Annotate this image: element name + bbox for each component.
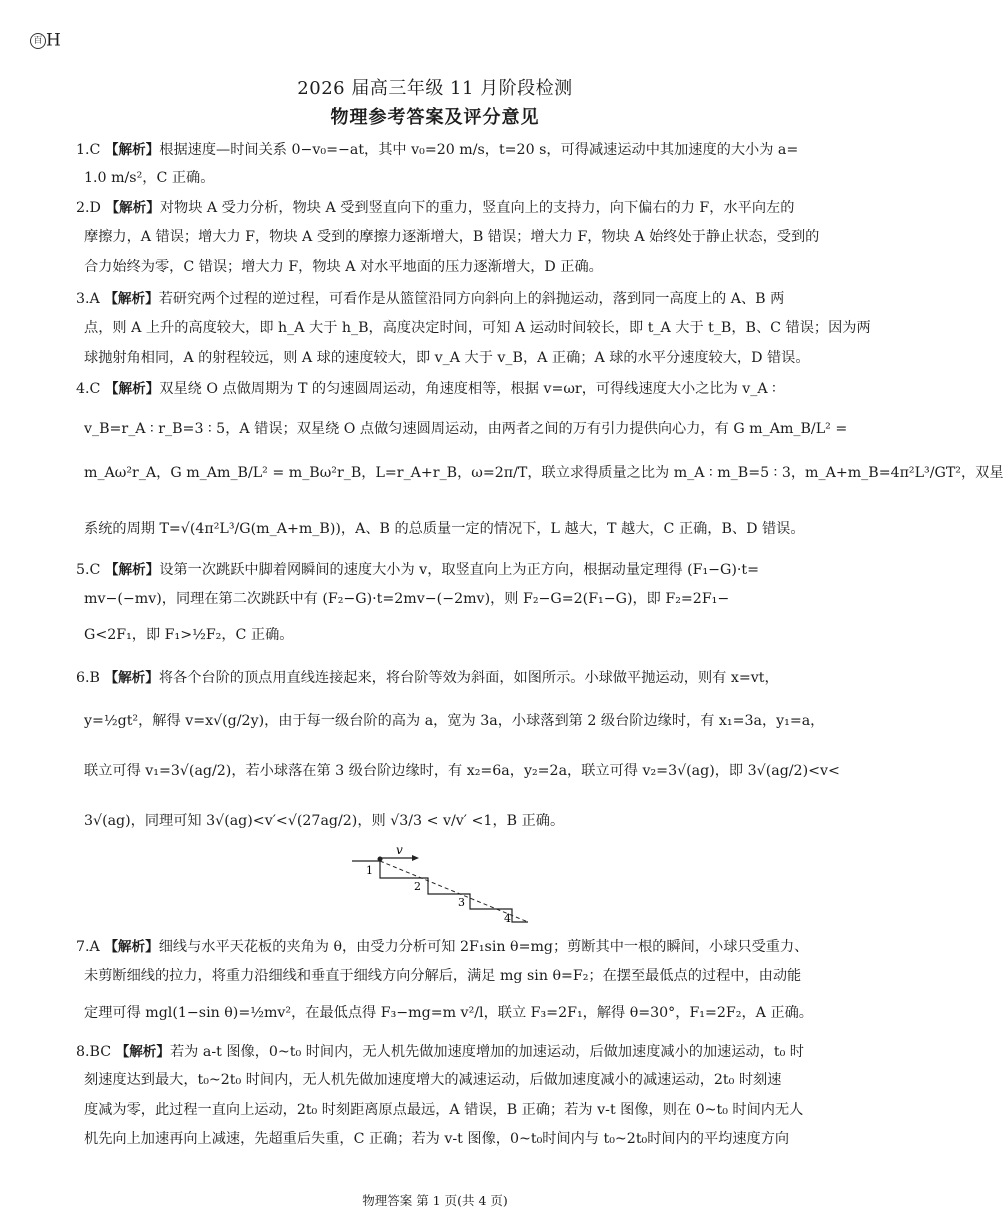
stairs-figure (340, 843, 540, 926)
analysis-tag: 【解析】 (115, 1044, 170, 1060)
q6-line-4: 3√(ag)，同理可知 3√(ag)<v′<√(27ag/2)，则 √3/3 < v/v′ <1，B 正确。 (84, 813, 565, 829)
q2-line-1 (76, 196, 802, 217)
q1-number: 1.C (76, 142, 101, 158)
q7-line-1 (76, 935, 809, 956)
q7-line-2: 未剪断细线的拉力，将重力沿细线和垂直于细线方向分解后，满足 mg sin θ=F₂；在摆至最低点的过程中，由动能 (84, 968, 802, 984)
analysis-tag: 【解析】 (104, 381, 160, 397)
q3-line-3: 球抛射角相同，A 的射程较远，则 A 球的速度较大，即 v_A 大于 v_B，A 正确；A 球的水平分速度较大，D 错误。 (84, 350, 810, 366)
velocity-label: v (396, 843, 403, 857)
answer-subtitle: 物理参考答案及评分意见 (330, 107, 540, 128)
q6-line-2: y=½gt²，解得 v=x√(g/2y)，由于每一级台阶的高为 a，宽为 3a，小球落到第 2 级台阶边缘时，有 x₁=3a，y₁=a， (84, 713, 825, 729)
exam-title: 2026 届高三年级 11 月阶段检测 (297, 78, 573, 99)
q5-text-1: 设第一次跳跃中脚着网瞬间的速度大小为 v，取竖直向上为正方向，根据动量定理得 (F₁−G)·t= (159, 562, 760, 578)
mark-letter: H (46, 30, 61, 51)
q6-line-3: 联立可得 v₁=3√(ag/2)，若小球落在第 3 级台阶边缘时，有 x₂=6a，y₂=2a，联立可得 v₂=3√(ag)，即 3√(ag/2)<v< (84, 763, 840, 779)
q3-text-1: 若研究两个过程的逆过程，可看作是从篮筐沿同方向斜向上的斜抛运动，落到同一高度上的 A、B 两 (158, 291, 785, 307)
mark-circle: 百 (30, 33, 46, 49)
q4-line-1 (76, 377, 802, 398)
q2-line-3: 合力始终为零，C 错误；增大力 F，物块 A 对水平地面的压力逐渐增大，D 正确。 (84, 259, 603, 275)
q4-number: 4.C (76, 381, 101, 397)
q6-number: 6.B (76, 670, 100, 686)
q6-text-1: 将各个台阶的顶点用直线连接起来，将台阶等效为斜面，如图所示。小球做平抛运动，则有 x=vt， (158, 670, 779, 686)
q2-line-2: 摩擦力，A 错误；增大力 F，物块 A 受到的摩擦力逐渐增大，B 错误；增大力 F，物块 A 始终处于静止状态，受到的 (84, 229, 820, 245)
q7-text-1: 细线与水平天花板的夹角为 θ，由受力分析可知 2F₁sin θ=mg；剪断其中一根的瞬间，小球只受重力、 (158, 939, 809, 955)
analysis-tag: 【解析】 (104, 562, 160, 578)
q7-line-3: 定理可得 mgl(1−sin θ)=½mv²，在最低点得 F₃−mg=m v²/l，联立 F₃=2F₁，解得 θ=30°，F₁=2F₂，A 正确。 (84, 1005, 813, 1021)
q1-text-1: 根据速度—时间关系 0−v₀=−at，其中 v₀=20 m/s，t=20 s，可得减速运动中其加速度的大小为 a= (159, 142, 799, 158)
q8-line-3: 度减为零，此过程一直向上运动，2t₀ 时刻距离原点最远，A 错误，B 正确；若为 v-t 图像，则在 0~t₀ 时间内无人 (84, 1102, 804, 1118)
step-label-2: 2 (414, 880, 421, 893)
analysis-tag: 【解析】 (104, 142, 160, 158)
q7-number: 7.A (76, 939, 100, 955)
q5-number: 5.C (76, 562, 101, 578)
q3-number: 3.A (76, 291, 100, 307)
q5-line-3: G<2F₁，即 F₁>½F₂，C 正确。 (84, 627, 294, 643)
q4-text-1: 双星绕 O 点做周期为 T 的匀速圆周运动，角速度相等，根据 v=ωr，可得线速度大小之比为 v_A ∶ (159, 381, 776, 397)
q2-number: 2.D (76, 200, 101, 216)
school-mark (30, 30, 61, 51)
q4-line-3: m_Aω²r_A，G m_Am_B/L² = m_Bω²r_B，L=r_A+r_B，ω=2π/T，联立求得质量之比为 m_A ∶ m_B=5 ∶ 3，m_A+m_B=4π²L³/GT²，双星 (84, 465, 1004, 481)
step-label-1: 1 (366, 864, 373, 877)
q8-number: 8.BC (76, 1044, 112, 1060)
q8-text-1: 若为 a-t 图像，0~t₀ 时间内，无人机先做加速度增加的加速运动，后做加速度减小的加速运动，t₀ 时 (169, 1044, 804, 1060)
analysis-tag: 【解析】 (104, 670, 159, 686)
q8-line-1 (76, 1040, 802, 1061)
step-label-3: 3 (458, 896, 465, 909)
q3-line-1 (76, 287, 802, 308)
step-label-4: 4 (504, 912, 511, 925)
q6-line-1 (76, 666, 802, 687)
analysis-tag: 【解析】 (105, 200, 160, 216)
analysis-tag: 【解析】 (104, 939, 159, 955)
q8-line-4: 机先向上加速再向上减速，先超重后失重，C 正确；若为 v-t 图像，0~t₀时间内与 t₀~2t₀时间内的平均速度方向 (84, 1131, 790, 1147)
q5-line-2: mv−(−mv)，同理在第二次跳跃中有 (F₂−G)·t=2mv−(−2mv)，则 F₂−G=2(F₁−G)，即 F₂=2F₁− (84, 591, 730, 607)
q8-line-2: 刻速度达到最大，t₀~2t₀ 时间内，无人机先做加速度增大的减速运动，后做加速度减小的减速运动，2t₀ 时刻速 (84, 1072, 782, 1088)
q4-line-2: v_B=r_A ∶ r_B=3 ∶ 5，A 错误；双星绕 O 点做匀速圆周运动，由两者之间的万有引力提供向心力，有 G m_Am_B/L² = (84, 421, 848, 437)
q3-line-2: 点，则 A 上升的高度较大，即 h_A 大于 h_B，高度决定时间，可知 A 运动时间较长，即 t_A 大于 t_B，B、C 错误；因为两 (84, 320, 871, 336)
analysis-tag: 【解析】 (104, 291, 159, 307)
q1-line-2: 1.0 m/s²，C 正确。 (84, 170, 215, 186)
q1-line-1 (76, 138, 802, 159)
q2-text-1: 对物块 A 受力分析，物块 A 受到竖直向下的重力，竖直向上的支持力，向下偏右的力 F，水平向左的 (159, 200, 795, 216)
page-footer: 物理答案 第 1 页(共 4 页) (362, 1193, 508, 1208)
q5-line-1 (76, 558, 802, 579)
q4-line-4: 系统的周期 T=√(4π²L³/G(m_A+m_B))，A、B 的总质量一定的情况下，L 越大，T 越大，C 正确，B、D 错误。 (84, 521, 805, 537)
